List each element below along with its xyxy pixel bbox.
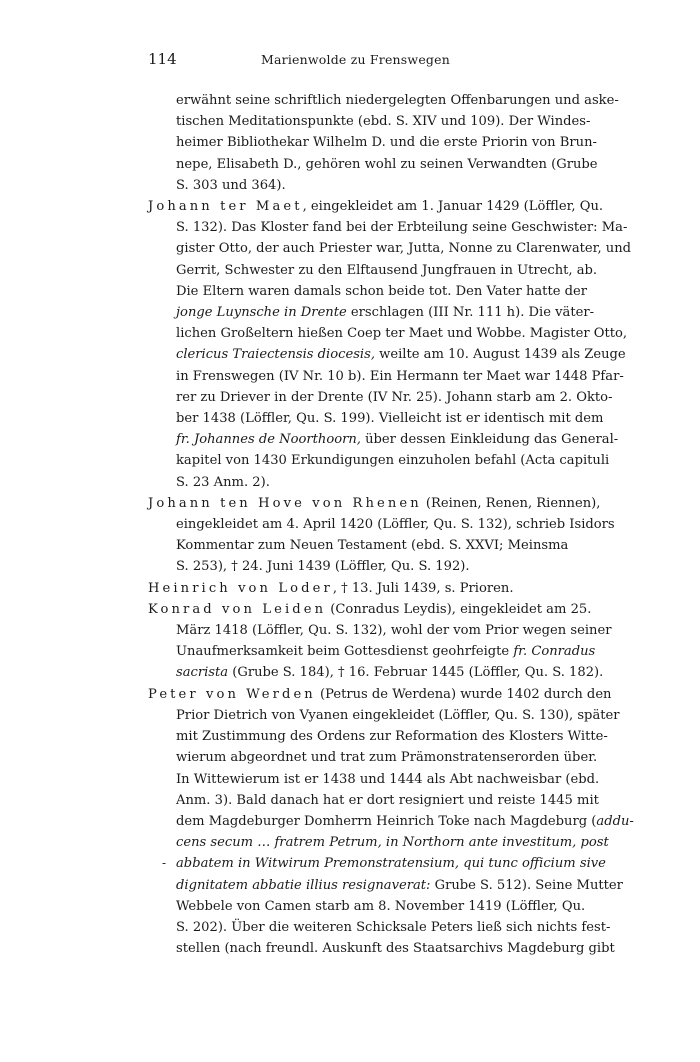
text-segment: S. 132). Das Kloster fand bei der Erbteilung seine Geschwister: Ma- (176, 220, 628, 236)
text-segment: rer zu Driever in der Drente (IV Nr. 25). Johann starb am 2. Okto- (176, 389, 613, 405)
text-segment: S. 202). Über die weiteren Schicksale Peters ließ sich nichts fest- (176, 919, 611, 935)
italic-text: sacrista (176, 665, 229, 681)
text-line (176, 429, 688, 450)
text-segment: März 1418 (Löffler, Qu. S. 132), wohl der vom Prior wegen seiner (176, 623, 612, 639)
text-line (176, 811, 688, 832)
text-segment: Gerrit, Schwester zu den Elftausend Jungfrauen in Utrecht, ab. (176, 262, 598, 278)
text-segment: Grube S. 512). Seine Mutter (430, 877, 623, 893)
text-segment: erschlagen (III Nr. 111 h). Die väter- (346, 305, 595, 321)
text-segment: S. 253), † 24. Juni 1439 (Löffler, Qu. S. 192). (176, 559, 470, 575)
text-line (176, 662, 688, 683)
italic-text: abbatem in Witwirum Premonstratensium, qui tunc officium sive (176, 856, 606, 872)
person-name: Peter von Werden (148, 686, 316, 702)
text-segment: Die Eltern waren damals schon beide tot. Den Vater hatte der (176, 283, 588, 299)
text-line (176, 387, 688, 408)
text-line (176, 281, 688, 302)
text-line (176, 154, 688, 175)
text-line (176, 641, 688, 662)
text-segment: (Conradus Leydis), eingekleidet am 25. (326, 601, 592, 617)
text-line (148, 684, 688, 705)
register-entry (148, 493, 688, 578)
text-segment: weilte am 10. August 1439 als Zeuge (375, 347, 626, 363)
italic-text: dignitatem abbatie illius resignaverat: (176, 877, 431, 893)
text-segment: (Grube S. 184), † 16. Februar 1445 (Löffler, Qu. S. 182). (228, 665, 604, 681)
text-line (176, 832, 688, 853)
text-segment: In Wittewierum ist er 1438 und 1444 als Abt nachweisbar (ebd. (176, 771, 600, 787)
register-entry (148, 599, 688, 684)
italic-text: clericus Traiectensis diocesis, (176, 347, 375, 363)
text-segment: gister Otto, der auch Priester war, Jutta, Nonne zu Clarenwater, und (176, 241, 632, 257)
text-line (148, 578, 688, 599)
page-header (148, 50, 563, 72)
italic-text: fr. Conradus (513, 644, 596, 660)
person-name: Konrad von Leiden (148, 601, 327, 617)
text-segment: eingekleidet am 4. April 1420 (Löffler, Qu. S. 132), schrieb Isidors (176, 517, 615, 533)
text-segment: heimer Bibliothekar Wilhelm D. und die erste Priorin von Brun- (176, 135, 597, 151)
text-line (176, 556, 688, 577)
text-line (176, 769, 688, 790)
text-segment: Prior Dietrich von Vyanen eingekleidet (Löffler, Qu. S. 130), später (176, 707, 620, 723)
text-segment: S. 23 Anm. 2). (176, 474, 270, 490)
text-segment: lichen Großeltern hießen Coep ter Maet und Wobbe. Magister Otto, (176, 326, 628, 342)
text-line (176, 620, 688, 641)
italic-text: jonge Luynsche in Drente (176, 305, 347, 321)
text-line (176, 111, 688, 132)
text-line (176, 790, 688, 811)
text-line (176, 726, 688, 747)
text-line (176, 535, 688, 556)
text-segment: Unaufmerksamkeit beim Gottesdienst geohrfeigte (176, 644, 514, 660)
register-entry (148, 578, 688, 599)
margin-mark: - (162, 856, 167, 871)
page-number: 114 (148, 50, 177, 68)
text-line (176, 938, 688, 959)
text-segment: , eingekleidet am 1. Januar 1429 (Löffler, Qu. (302, 199, 604, 215)
running-title: Marienwolde zu Frenswegen (261, 52, 450, 67)
italic-text: cens secum … fratrem Petrum, in Northorn ante investitum, post (176, 835, 609, 851)
text-line (162, 853, 688, 874)
text-line (148, 493, 688, 514)
text-segment: , † 13. Juli 1439, s. Prioren. (332, 580, 514, 596)
person-name: Johann ter Maet (148, 199, 303, 215)
text-segment: stellen (nach freundl. Auskunft des Staatsarchivs Magdeburg gibt (176, 941, 615, 957)
text-line (176, 514, 688, 535)
register-entry (148, 196, 688, 493)
text-line (176, 472, 688, 493)
text-segment: Webbele von Camen starb am 8. November 1419 (Löffler, Qu. (176, 898, 586, 914)
person-name: Heinrich von Loder (148, 580, 333, 596)
text-line (176, 323, 688, 344)
text-line (176, 875, 688, 896)
person-name: Johann ten Hove von Rhenen (148, 495, 422, 511)
text-line (176, 408, 688, 429)
text-line (176, 366, 688, 387)
text-segment: Kommentar zum Neuen Testament (ebd. S. XXVI; Meinsma (176, 538, 569, 554)
text-line (176, 705, 688, 726)
text-line (176, 260, 688, 281)
text-line (176, 90, 688, 111)
text-line (176, 175, 688, 196)
text-line (176, 917, 688, 938)
text-line (176, 344, 688, 365)
page-body (148, 90, 688, 959)
text-segment: tischen Meditationspunkte (ebd. S. XIV und 109). Der Windes- (176, 114, 591, 130)
text-segment: (Petrus de Werdena) wurde 1402 durch den (315, 686, 612, 702)
text-segment: kapitel von 1430 Erkundigungen einzuholen befahl (Acta capituli (176, 453, 610, 469)
text-line (176, 217, 688, 238)
text-line (176, 238, 688, 259)
text-line (148, 196, 688, 217)
text-segment: über dessen Einkleidung das General- (360, 432, 619, 448)
text-line (176, 896, 688, 917)
text-segment: in Frenswegen (IV Nr. 10 b). Ein Hermann ter Maet war 1448 Pfar- (176, 368, 624, 384)
text-segment: S. 303 und 364). (176, 177, 286, 193)
text-segment: dem Magdeburger Domherrn Heinrich Toke nach Magdeburg ( (176, 813, 597, 829)
text-segment: ber 1438 (Löffler, Qu. S. 199). Vielleicht ist er identisch mit dem (176, 411, 604, 427)
text-segment: Anm. 3). Bald danach hat er dort resigniert und reiste 1445 mit (176, 792, 599, 808)
register-entry (148, 90, 688, 196)
text-line (148, 599, 688, 620)
text-line (176, 302, 688, 323)
text-line (176, 747, 688, 768)
register-entry (148, 684, 688, 960)
italic-text: fr. Johannes de Noorthoorn, (176, 432, 361, 448)
text-segment: mit Zustimmung des Ordens zur Reformation des Klosters Witte- (176, 729, 608, 745)
text-segment: wierum abgeordnet und trat zum Prämonstratenserorden über. (176, 750, 598, 766)
text-segment: (Reinen, Renen, Riennen), (421, 495, 601, 511)
text-segment: nepe, Elisabeth D., gehören wohl zu seinen Verwandten (Grube (176, 156, 598, 172)
text-line (176, 132, 688, 153)
text-segment: erwähnt seine schriftlich niedergelegten Offenbarungen und aske- (176, 93, 619, 108)
text-line (176, 450, 688, 471)
italic-text: addu- (596, 813, 634, 829)
